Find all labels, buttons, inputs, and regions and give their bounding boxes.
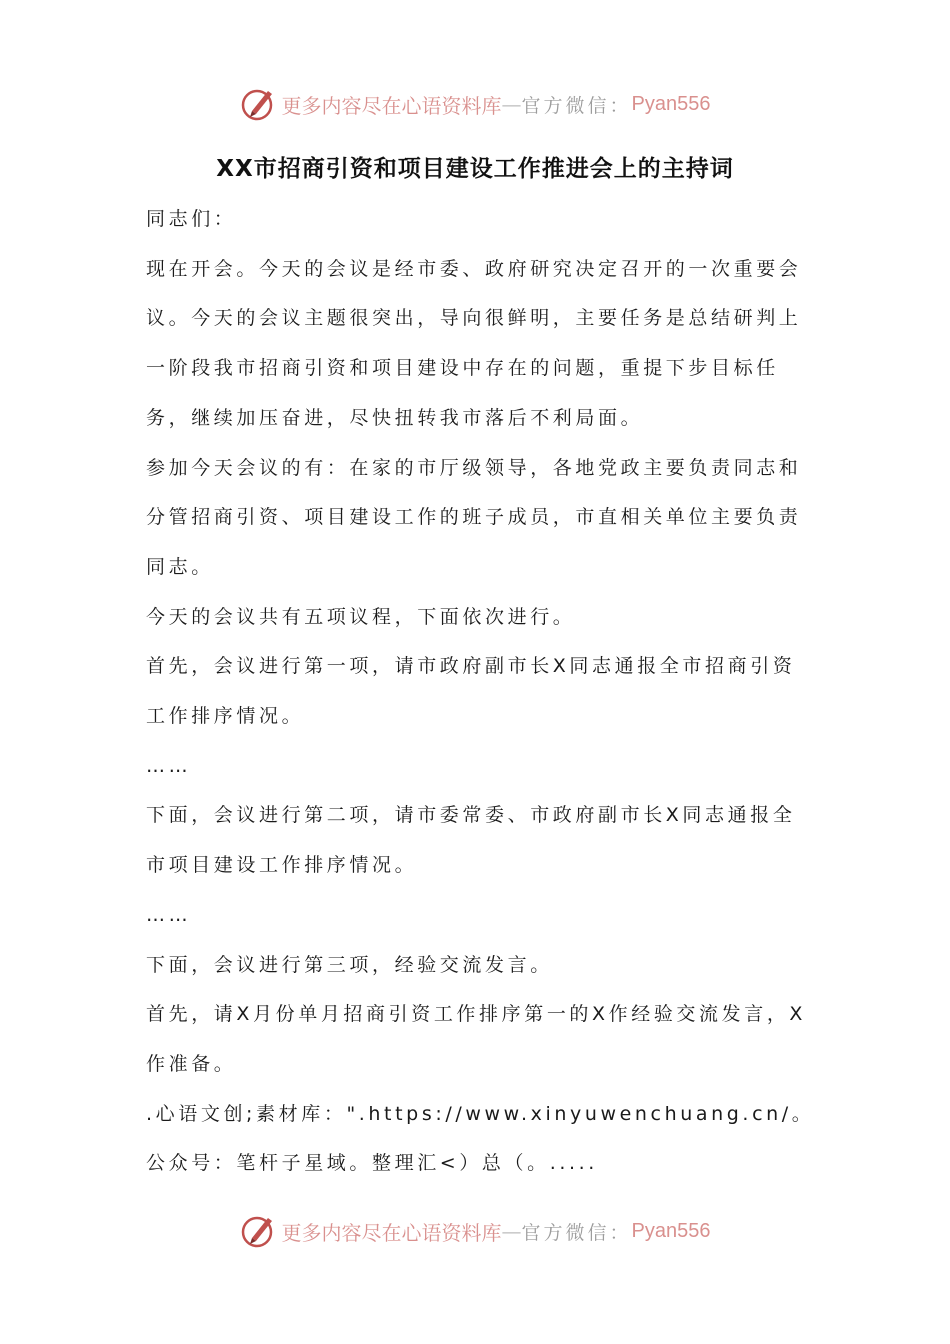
banner-official-label: 官方微信： — [521, 1221, 632, 1244]
paragraph-first-speaker: 首先，请X月份单月招商引资工作排序第一的X作经验交流发言，X作准备。 — [146, 1003, 807, 1075]
paragraph-opening: 现在开会。今天的会议是经市委、政府研究决定召开的一次重要会议。今天的会议主题很突出，导向很鲜明，主要任务是总结研判上一阶段我市招商引资和项目建设中存在的问题，重提下步目标任务，继续加压奋进，尽快扭转我市落后不利局面。 — [146, 257, 802, 429]
banner-official-label: 官方微信： — [521, 94, 632, 117]
pen-logo-icon — [240, 85, 278, 123]
footer-watermark-banner — [0, 1209, 950, 1253]
banner-text: 更多内容尽在心语资料库 — [281, 93, 502, 118]
paragraph-ellipsis: …… — [146, 754, 192, 777]
paragraph-item-three: 下面，会议进行第三项，经验交流发言。 — [146, 953, 553, 976]
paragraph-attendees: 参加今天会议的有：在家的市厅级领导，各地党政主要负责同志和分管招商引资、项目建设工作的班子成员，市直相关单位主要负责同志。 — [146, 456, 802, 578]
banner-text: 更多内容尽在心语资料库 — [281, 1220, 502, 1245]
paragraph-salutation: 同志们： — [146, 208, 237, 230]
banner-separator: — — [501, 1219, 522, 1243]
header-watermark-banner — [0, 82, 950, 126]
paragraph-item-one: 首先，会议进行第一项，请市政府副市长X同志通报全市招商引资工作排序情况。 — [146, 655, 796, 728]
banner-account-id: Pyan556 — [631, 92, 711, 115]
document-title: XX市招商引资和项目建设工作推进会上的主持词 — [216, 156, 734, 182]
paragraph-ellipsis: …… — [146, 903, 192, 926]
paragraph-item-two: 下面，会议进行第二项，请市委常委、市政府副市长X同志通报全市项目建设工作排序情况。 — [146, 804, 796, 877]
paragraph-source-note: .心语文创;素材库：".https://www.xinyuwenchuang.cn/。公众号：笔杆子星域。整理汇<）总（。..... — [146, 1102, 815, 1175]
paragraph-agenda: 今天的会议共有五项议程，下面依次进行。 — [146, 605, 576, 628]
banner-account-id: Pyan556 — [631, 1219, 711, 1242]
document-body — [146, 195, 816, 1189]
pen-logo-icon — [240, 1212, 278, 1250]
banner-separator: — — [501, 92, 522, 116]
